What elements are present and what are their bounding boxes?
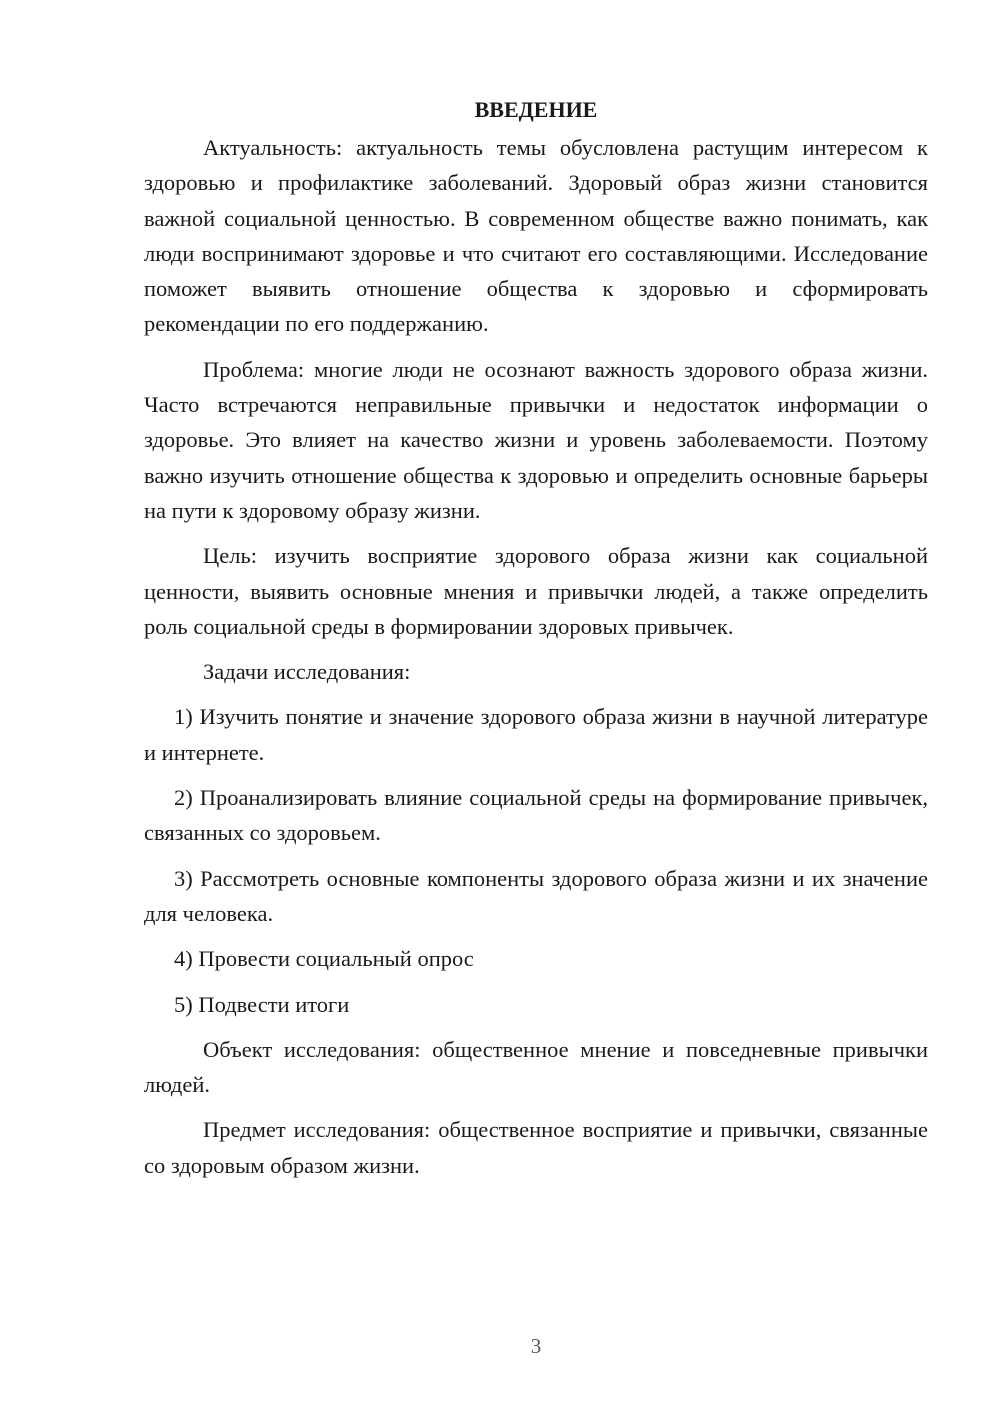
task-item-5: 5) Подвести итоги bbox=[174, 991, 350, 1017]
task-item-2: 2) Проанализировать влияние социальной среды на формирование привычек, связанных со здоровьем. bbox=[144, 785, 928, 846]
document-page bbox=[144, 92, 928, 1193]
tasks-heading: Задачи исследования: bbox=[203, 659, 411, 685]
page-number: 3 bbox=[530, 1334, 542, 1358]
task-item-1: 1) Изучить понятие и значение здорового образа жизни в научной литературе и интернете. bbox=[144, 704, 928, 765]
subject-paragraph: Предмет исследования: общественное восприятие и привычки, связанные со здоровым образом жизни. bbox=[144, 1117, 928, 1178]
goal-paragraph: Цель: изучить восприятие здорового образа жизни как социальной ценности, выявить основные мнения и привычки людей, а также определить роль социальной среды в формировании здоровых привычек. bbox=[144, 543, 928, 639]
task-item-3: 3) Рассмотреть основные компоненты здорового образа жизни и их значение для человека. bbox=[144, 865, 928, 926]
task-item-4: 4) Провести социальный опрос bbox=[174, 946, 474, 972]
problem-paragraph: Проблема: многие люди не осознают важность здорового образа жизни. Часто встречаются неправильные привычки и недостаток информации о здоровье. Это влияет на качество жизни и уровень заболеваемости. Поэтому важно изучить отношение общества к здоровью и определить основные барьеры на пути к здоровому образу жизни. bbox=[144, 356, 928, 523]
relevance-paragraph: Актуальность: актуальность темы обусловлена растущим интересом к здоровью и профилактике заболеваний. Здоровый образ жизни становится важной социальной ценностью. В современном обществе важно понимать, как люди воспринимают здоровье и что считают его составляющими. Исследование поможет выявить отношение общества к здоровью и сформировать рекомендации по его поддержанию. bbox=[144, 135, 928, 337]
object-paragraph: Объект исследования: общественное мнение и повседневные привычки людей. bbox=[144, 1036, 928, 1098]
page-title: ВВЕДЕНИЕ bbox=[474, 97, 598, 122]
